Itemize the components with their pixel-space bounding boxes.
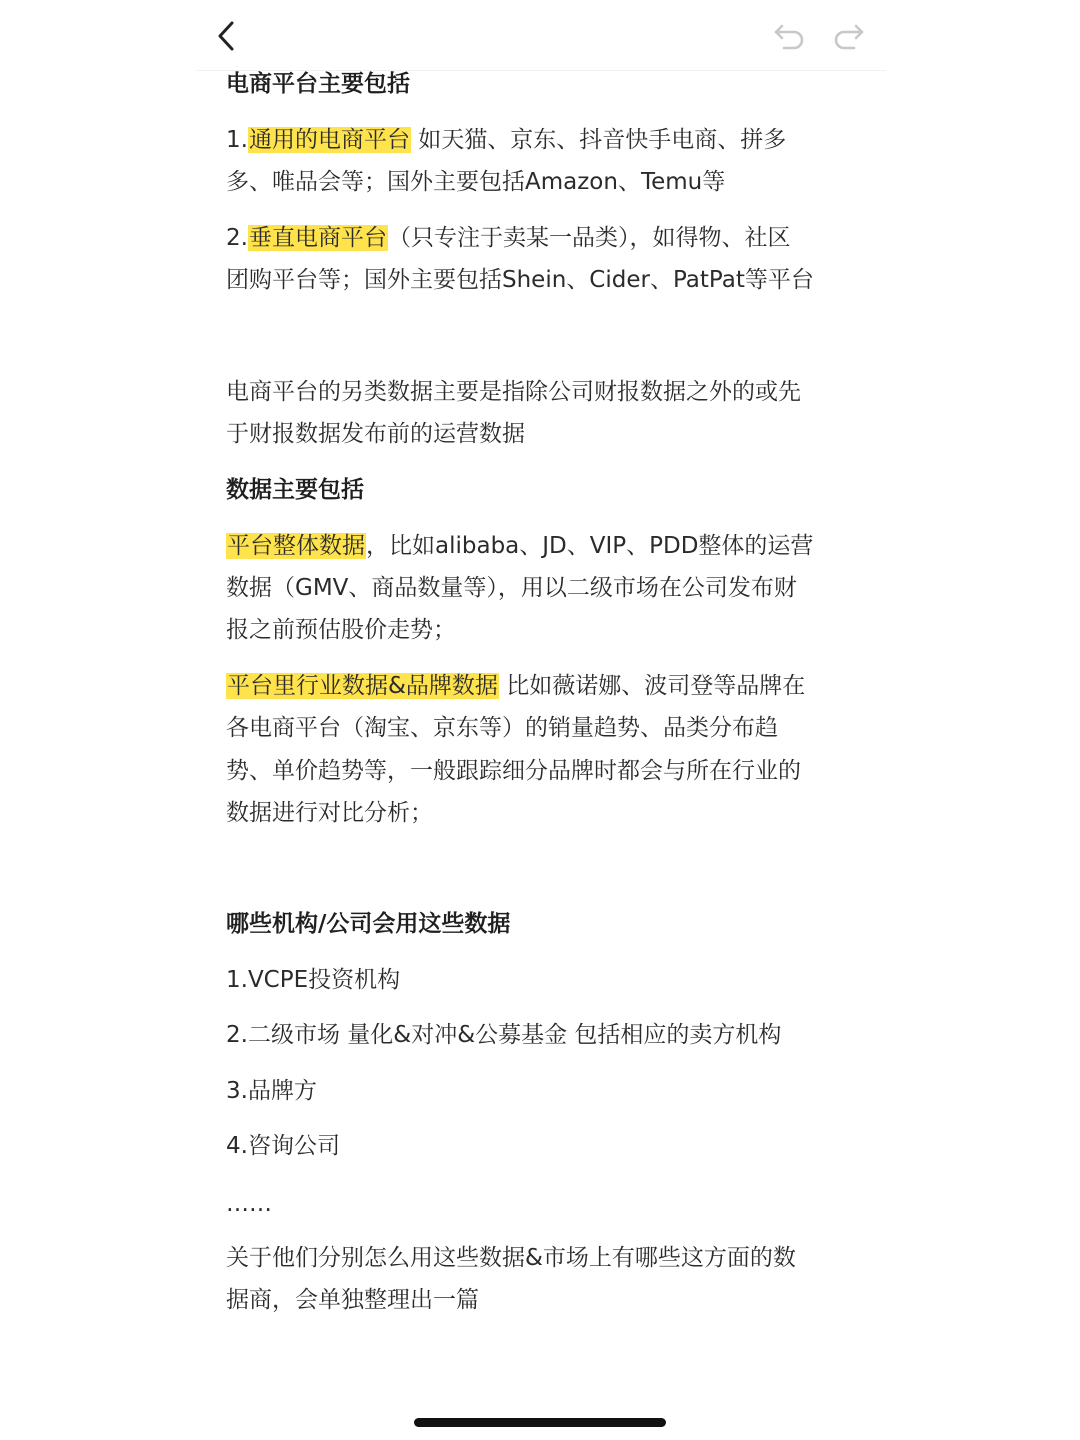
paragraph-brand-data-line2: 各电商平台（淘宝、京东等）的销量趋势、品类分布趋 <box>226 715 778 741</box>
paragraph-platform-data-line1 <box>226 530 813 562</box>
list-item: 4.咨询公司 <box>226 1133 340 1159</box>
paragraph-platform-data-line3: 报之前预估股价走势； <box>226 617 456 643</box>
paragraph-vertical-platforms-line1 <box>226 222 790 254</box>
list-number: 2. <box>226 225 248 251</box>
redo-button[interactable] <box>830 18 866 52</box>
heading-platforms: 电商平台主要包括 <box>226 71 410 97</box>
list-item: 1.VCPE投资机构 <box>226 967 401 993</box>
list-number: 1. <box>226 127 248 153</box>
paragraph-general-platforms-line2: 多、唯品会等；国外主要包括Amazon、Temu等 <box>226 169 726 195</box>
paragraph-alt-data-line1: 电商平台的另类数据主要是指除公司财报数据之外的或先 <box>226 379 801 405</box>
paragraph-brand-data-line4: 数据进行对比分析； <box>226 800 433 826</box>
text-segment: 比如薇诺娜、波司登等品牌在 <box>498 673 806 699</box>
redo-icon <box>830 18 866 52</box>
paragraph-brand-data-line1 <box>226 670 805 702</box>
undo-icon <box>772 18 808 52</box>
highlight-general-platforms: 通用的电商平台 <box>248 127 410 153</box>
paragraph-platform-data-line2: 数据（GMV、商品数量等），用以二级市场在公司发布财 <box>226 575 797 601</box>
paragraph-closing-line2: 据商，会单独整理出一篇 <box>226 1287 479 1313</box>
paragraph-general-platforms-line1 <box>226 124 786 156</box>
ellipsis: …… <box>226 1191 272 1217</box>
paragraph-vertical-platforms-line2: 团购平台等；国外主要包括Shein、Cider、PatPat等平台 <box>226 267 814 293</box>
text-segment: ，比如alibaba、JD、VIP、PDD整体的运营 <box>366 533 814 559</box>
highlight-platform-data: 平台整体数据 <box>227 533 365 559</box>
back-button[interactable] <box>212 18 246 54</box>
paragraph-brand-data-line3: 势、单价趋势等，一般跟踪细分品牌时都会与所在行业的 <box>226 758 801 784</box>
home-indicator[interactable] <box>414 1418 666 1427</box>
undo-button[interactable] <box>772 18 808 52</box>
paragraph-closing-line1: 关于他们分别怎么用这些数据&市场上有哪些这方面的数 <box>226 1245 796 1271</box>
highlight-vertical-platforms: 垂直电商平台 <box>248 225 387 251</box>
heading-who-uses-data: 哪些机构/公司会用这些数据 <box>226 911 511 937</box>
list-item: 3.品牌方 <box>226 1078 317 1104</box>
highlight-brand-data: 平台里行业数据&品牌数据 <box>227 673 498 699</box>
paragraph-alt-data-line2: 于财报数据发布前的运营数据 <box>226 421 525 447</box>
top-navigation-bar <box>196 0 886 71</box>
text-segment: 如天猫、京东、抖音快手电商、拼多 <box>410 127 787 153</box>
heading-data-includes: 数据主要包括 <box>226 477 364 503</box>
text-segment: （只专注于卖某一品类），如得物、社区 <box>387 225 791 251</box>
list-item: 2.二级市场 量化&对冲&公募基金 包括相应的卖方机构 <box>226 1022 782 1048</box>
chevron-left-icon <box>212 18 246 54</box>
